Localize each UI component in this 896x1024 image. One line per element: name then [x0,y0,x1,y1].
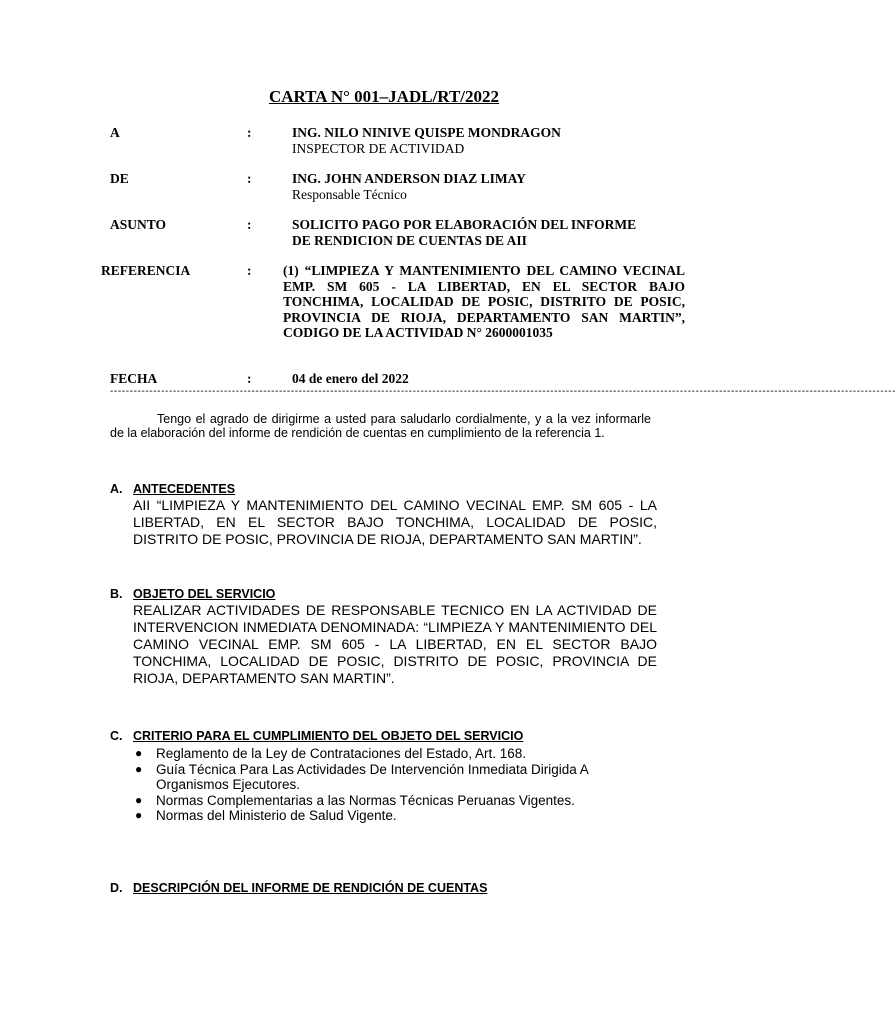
criteria-item-text: Normas Complementarias a las Normas Técnicas Peruanas Vigentes. [156,792,575,808]
criteria-item-text: Normas del Ministerio de Salud Vigente. [156,808,397,823]
bullet-dot-icon: ● [135,746,143,760]
header-fecha-label: FECHA [110,371,158,386]
header-fecha-colon: : [247,371,252,386]
header-a-colon: : [247,125,252,140]
criteria-item-text: Guía Técnica Para Las Actividades De Intervención Inmediata Dirigida A Organismos Ejecutores. [156,761,588,792]
list-item [133,793,658,809]
section-b-title: OBJETO DEL SERVICIO [133,587,276,601]
section-a-body: AII “LIMPIEZA Y MANTENIMIENTO DEL CAMINO VECINAL EMP. SM 605 - LA LIBERTAD, EN EL SECTOR BAJO TONCHIMA, LOCALIDAD DE POSIC, DISTRITO DE POSIC, PROVINCIA DE RIOJA, DEPARTAMENTO SAN MARTIN”. [133,497,657,547]
criteria-list [133,746,658,824]
reference-text: (1) “LIMPIEZA Y MANTENIMIENTO DEL CAMINO VECINAL EMP. SM 605 - LA LIBERTAD, EN EL SECTOR BAJO TONCHIMA, LOCALIDAD DE POSIC, DISTRITO DE POSIC, PROVINCIA DE RIOJA, DEPARTAMENTO SAN MARTIN”, CODIGO DE LA ACTIVIDAD N° 2600001035 [283,263,685,340]
list-item [133,746,658,762]
dashed-separator: -------------------------------------------------------------------------------------------------------------------------------------------------------------------------------------------------------- [110,386,896,397]
bullet-dot-icon: ● [135,761,143,776]
section-b-body: REALIZAR ACTIVIDADES DE RESPONSABLE TECNICO EN LA ACTIVIDAD DE INTERVENCION INMEDIATA DENOMINADA: “LIMPIEZA Y MANTENIMIENTO DEL CAMINO VECINAL EMP. SM 605 - LA LIBERTAD, EN EL SECTOR BAJO TONCHIMA, LOCALIDAD DE POSIC, DISTRITO DE POSIC, PROVINCIA DE RIOJA, DEPARTAMENTO SAN MARTIN”. [133,602,657,686]
section-a-title: ANTECEDENTES [133,482,236,496]
section-c-letter: C. [110,729,123,743]
list-item [133,808,658,824]
intro-paragraph: Tengo el agrado de dirigirme a usted para saludarlo cordialmente, y a la vez informarle de la elaboración del informe de rendición de cuentas en cumplimiento de la referencia 1. [110,412,651,440]
section-b-letter: B. [110,587,123,601]
header-referencia-label: REFERENCIA [101,263,191,278]
recipient-name: ING. NILO NINIVE QUISPE MONDRAGON [292,125,561,140]
header-asunto-label: ASUNTO [110,217,167,232]
bullet-dot-icon: ● [135,808,143,822]
section-a-letter: A. [110,482,123,496]
criteria-item-text: Reglamento de la Ley de Contrataciones del Estado, Art. 168. [156,746,526,761]
recipient-role: INSPECTOR DE ACTIVIDAD [292,140,465,156]
subject-line-2: DE RENDICION DE CUENTAS DE AII [292,232,527,248]
header-a-value [292,125,692,156]
subject-line-1: SOLICITO PAGO POR ELABORACIÓN DEL INFORME [292,217,637,232]
header-asunto-value [292,217,692,248]
header-de-value [292,171,692,202]
section-d-letter: D. [110,881,123,895]
letter-title: CARTA N° 001–JADL/RT/2022 [268,87,500,106]
sender-name: ING. JOHN ANDERSON DIAZ LIMAY [292,171,526,186]
header-de-colon: : [247,171,252,186]
header-a-label: A [110,125,120,140]
section-d-title: DESCRIPCIÓN DEL INFORME DE RENDICIÓN DE CUENTAS [133,881,488,895]
bullet-dot-icon: ● [135,792,143,807]
section-c-title: CRITERIO PARA EL CUMPLIMIENTO DEL OBJETO DEL SERVICIO [133,729,524,743]
header-referencia-colon: : [247,263,252,278]
header-asunto-colon: : [247,217,252,232]
sender-role: Responsable Técnico [292,186,407,202]
list-item [133,762,658,793]
header-de-label: DE [110,171,129,186]
date-value: 04 de enero del 2022 [292,371,409,386]
